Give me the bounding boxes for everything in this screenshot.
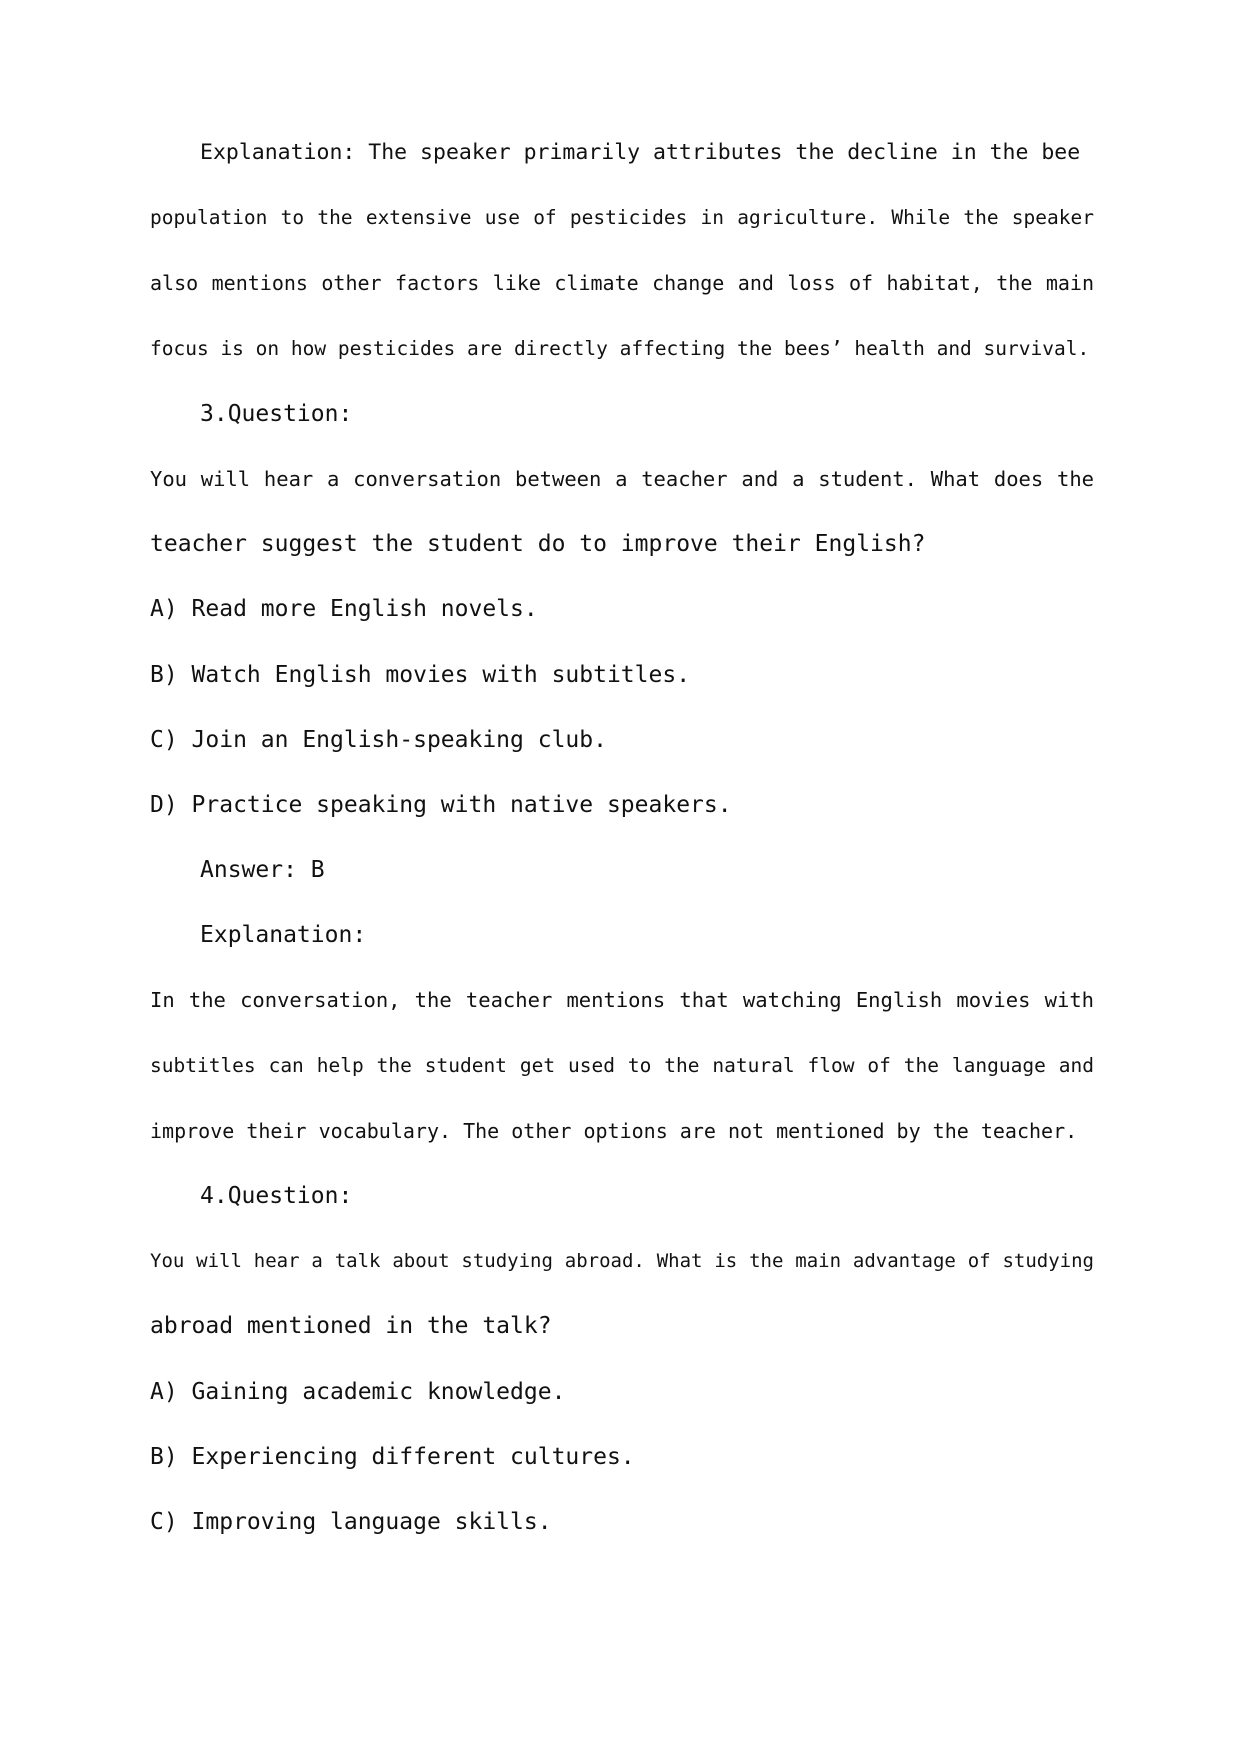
explanation-label: Explanation:: [200, 922, 367, 949]
answer-option: B) Experiencing different cultures.: [150, 1443, 635, 1470]
document-body: [150, 136, 1094, 1570]
answer-option: B) Watch English movies with subtitles.: [150, 661, 691, 688]
explanation-line: population to the extensive use of pesticides in agriculture. While the speaker: [150, 206, 1094, 230]
explanation-line: subtitles can help the student get used to the natural flow of the language and: [150, 1053, 1094, 1077]
explanation-line: Explanation: The speaker primarily attributes the decline in the bee: [200, 140, 1081, 165]
question-text-line: abroad mentioned in the talk?: [150, 1313, 552, 1340]
answer-option: C) Join an English-speaking club.: [150, 726, 607, 753]
answer-option: C) Improving language skills.: [150, 1508, 552, 1535]
explanation-line: In the conversation, the teacher mentions that watching English movies with: [150, 988, 1094, 1013]
answer-option: A) Read more English novels.: [150, 596, 538, 623]
explanation-line: also mentions other factors like climate change and loss of habitat, the main: [150, 271, 1094, 296]
answer-option: D) Practice speaking with native speakers.: [150, 791, 732, 818]
explanation-line: focus is on how pesticides are directly affecting the bees’ health and survival.: [150, 336, 1090, 360]
answer-key: Answer: B: [200, 857, 325, 884]
answer-option: A) Gaining academic knowledge.: [150, 1378, 566, 1405]
question-text-line: You will hear a conversation between a teacher and a student. What does the: [150, 466, 1094, 491]
question-heading: 3.Question:: [200, 400, 353, 427]
question-heading: 4.Question:: [200, 1183, 353, 1209]
question-text-line: You will hear a talk about studying abroad. What is the main advantage of studying: [150, 1250, 1094, 1273]
question-text-line: teacher suggest the student do to improve their English?: [150, 531, 926, 558]
explanation-line: improve their vocabulary. The other options are not mentioned by the teacher.: [150, 1118, 1078, 1143]
